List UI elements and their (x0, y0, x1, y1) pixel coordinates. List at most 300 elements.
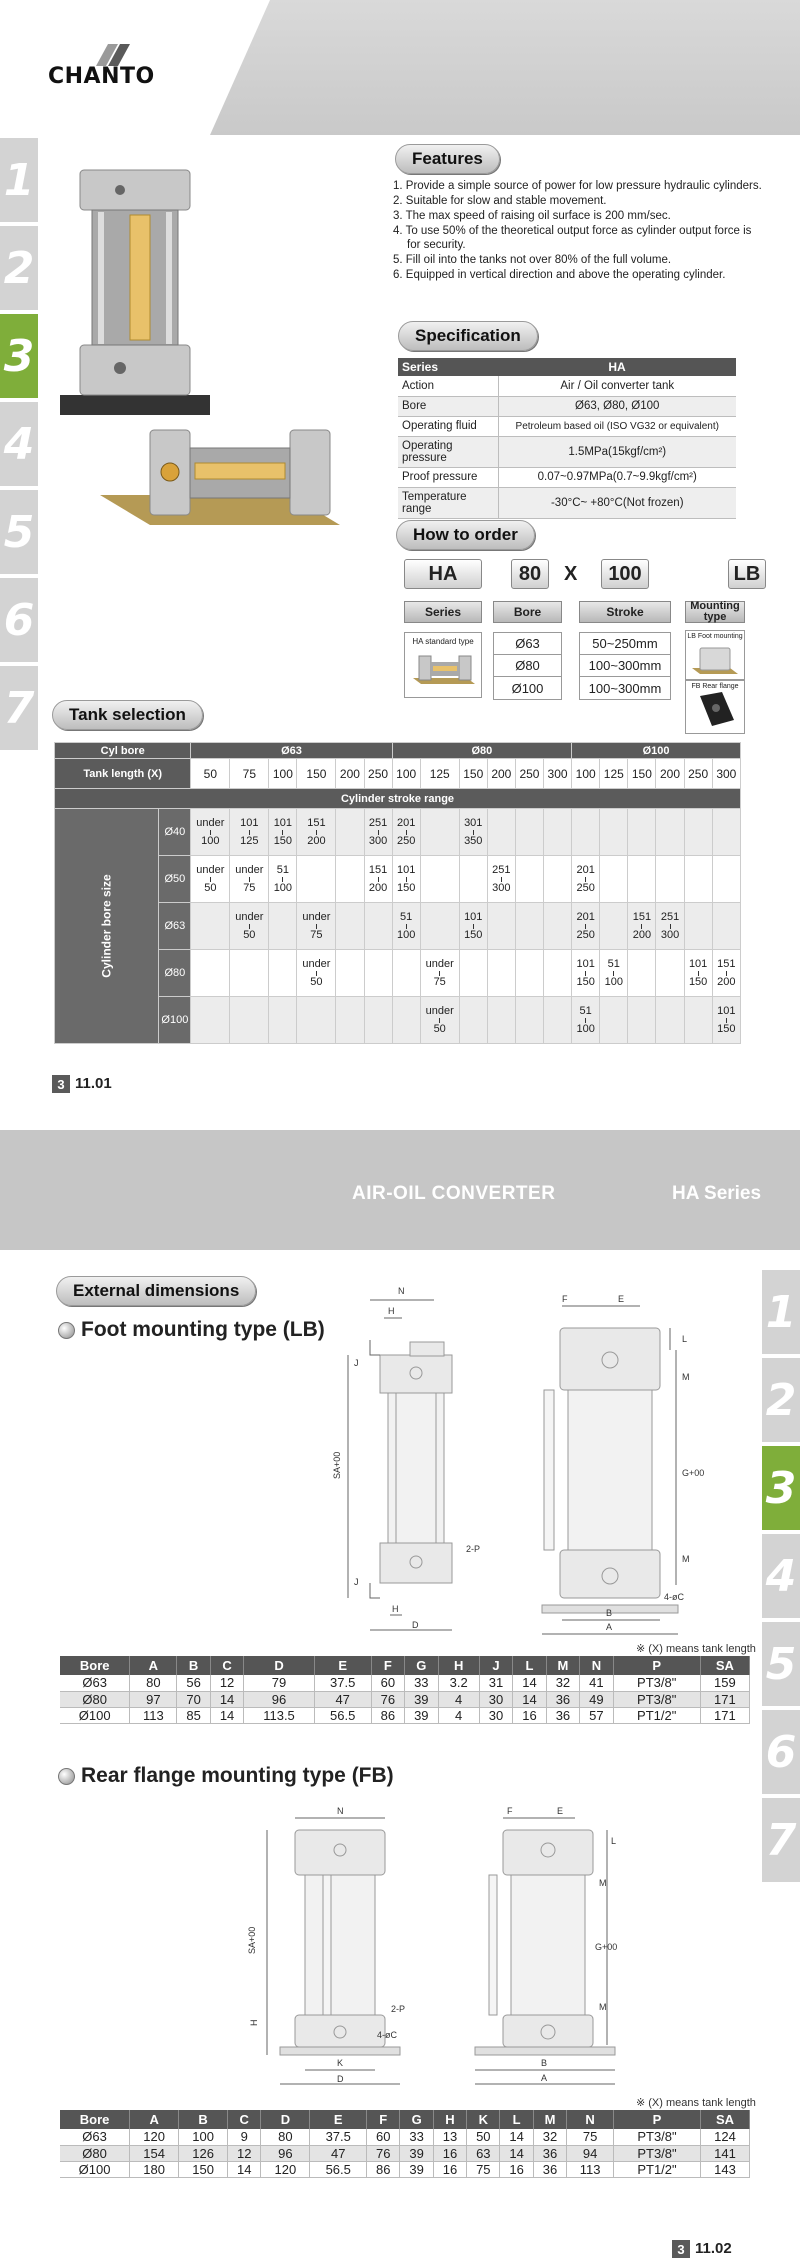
tank-length-header: 250 (515, 759, 543, 789)
dim-cell: 150 (179, 2161, 228, 2177)
dim-column-header: E (310, 2110, 367, 2129)
dim-cell: 141 (700, 2145, 749, 2161)
dim-column-header: E (314, 1656, 371, 1675)
dim-cell: 100 (179, 2129, 228, 2145)
tank-cell (628, 856, 656, 903)
dim-label-m2: M (682, 1554, 690, 1564)
dim-label-n: N (398, 1286, 405, 1296)
stroke-to: 125 (240, 834, 259, 847)
bullet-icon (58, 1768, 75, 1785)
stroke-from: 251 (492, 863, 511, 876)
dim-cell: 94 (567, 2145, 614, 2161)
dim-cell: PT1/2" (613, 1707, 700, 1723)
side-tab-right-7[interactable]: 7 (762, 1798, 800, 1882)
tank-cell (544, 856, 572, 903)
dim-label-p: 2-P (391, 2004, 406, 2014)
tank-cell (230, 809, 269, 856)
dim-cell: 14 (513, 1675, 546, 1691)
dim-cell: 4 (438, 1691, 479, 1707)
tank-cell (684, 856, 712, 903)
stroke-range (369, 864, 387, 895)
tank-cell (487, 950, 515, 997)
tank-cell (712, 997, 740, 1044)
dim-cell: 75 (567, 2129, 614, 2145)
stroke-range (196, 817, 224, 848)
stroke-to: 200 (307, 834, 326, 847)
page2-title: AIR-OIL CONVERTER (352, 1183, 556, 1204)
tank-row-label: Ø100 (159, 997, 191, 1044)
tank-cell (297, 997, 336, 1044)
tank-cell (364, 856, 392, 903)
stroke-from: 151 (717, 957, 736, 970)
spec-key: Operating pressure (398, 436, 498, 467)
stroke-range (577, 911, 595, 942)
tank-cell (420, 809, 459, 856)
stroke-to: 50 (204, 881, 217, 894)
tank-cell (191, 809, 230, 856)
side-tab-right-6[interactable]: 6 (762, 1710, 800, 1794)
dim-cell: 12 (210, 1675, 243, 1691)
dim-cell: 86 (367, 2161, 400, 2177)
dim-cell: Ø63 (60, 1675, 130, 1691)
tank-cell (420, 950, 459, 997)
dim-cell: Ø80 (60, 2145, 130, 2161)
side-tab-3[interactable]: 3 (0, 314, 38, 398)
order-mounting-lb (685, 630, 745, 680)
stroke-from: under (425, 1004, 454, 1017)
order-stroke-item: 100~300mm (588, 680, 662, 696)
stroke-to: 150 (273, 834, 293, 847)
dim-cell: 113 (567, 2161, 614, 2177)
dim-cell: 57 (580, 1707, 613, 1723)
stroke-from: 201 (396, 816, 416, 829)
page2-number-main: 11.02 (695, 2240, 732, 2257)
side-tab-5[interactable]: 5 (0, 490, 38, 574)
dim-column-header: N (580, 1656, 613, 1675)
tank-cell (628, 997, 656, 1044)
tank-cell (572, 809, 600, 856)
dim-label-c: 4-øC (664, 1592, 684, 1602)
order-stroke-list (579, 632, 671, 700)
tank-cell (515, 997, 543, 1044)
stroke-from: 251 (660, 910, 680, 923)
external-dimensions-title: External dimensions (56, 1276, 256, 1306)
stroke-range (397, 817, 415, 848)
side-tab-right-5[interactable]: 5 (762, 1622, 800, 1706)
dim-cell: Ø80 (60, 1691, 130, 1707)
dim-label-c: 4-øC (377, 2030, 397, 2040)
tank-length-header: 100 (392, 759, 420, 789)
tank-cell (515, 903, 543, 950)
tank-cell (336, 856, 364, 903)
dim-cell: 14 (513, 1691, 546, 1707)
stroke-from: under (235, 910, 264, 923)
tank-cell (515, 950, 543, 997)
side-tab-6[interactable]: 6 (0, 578, 38, 662)
dim-label-m: M (682, 1372, 690, 1382)
tank-cell (364, 809, 392, 856)
dim-label-p: 2-P (466, 1544, 481, 1554)
dim-cell: 14 (500, 2129, 533, 2145)
dim-cell: 36 (533, 2161, 566, 2177)
tank-cell (420, 997, 459, 1044)
dim-cell: 36 (546, 1691, 579, 1707)
tank-cell (684, 903, 712, 950)
spec-header-series: Series (398, 358, 498, 376)
side-tab-right-3[interactable]: 3 (762, 1446, 800, 1530)
tank-row (55, 809, 741, 856)
bullet-icon (58, 1322, 75, 1339)
rear-flange-drawing (245, 1800, 625, 2090)
dim-cell: 126 (179, 2145, 228, 2161)
rear-flange-table (60, 2110, 750, 2178)
tank-cell (712, 856, 740, 903)
foot-mounting-title: Foot mounting type (LB) (81, 1318, 325, 1341)
stroke-range (605, 958, 623, 989)
stroke-range (633, 911, 651, 942)
bore-size-label: Cylinder bore size (99, 874, 114, 978)
stroke-to: 250 (576, 928, 595, 941)
tank-length-label: Tank length (X) (55, 759, 191, 789)
foot-mounting-icon (686, 640, 744, 676)
order-label-bore: Bore (493, 601, 562, 623)
tank-cell (297, 903, 336, 950)
stroke-range (426, 958, 454, 989)
tank-length-header: 200 (487, 759, 515, 789)
dim-cell: 13 (433, 2129, 466, 2145)
dim-cell: 37.5 (314, 1675, 371, 1691)
dim-column-header: J (479, 1656, 512, 1675)
tank-row-label: Ø63 (159, 903, 191, 950)
dim-cell: 171 (700, 1691, 749, 1707)
stroke-range (240, 817, 258, 848)
dim-cell: 41 (580, 1675, 613, 1691)
group-header: Ø100 (572, 743, 741, 759)
stroke-to: 50 (310, 975, 323, 988)
side-tab-7[interactable]: 7 (0, 666, 38, 750)
feature-item: 2. Suitable for slow and stable movement. (393, 195, 607, 207)
tank-cell (392, 903, 420, 950)
dim-column-header: F (367, 2110, 400, 2129)
stroke-to: 200 (368, 881, 388, 894)
side-tab-right-1[interactable]: 1 (762, 1270, 800, 1354)
stroke-range (426, 1005, 454, 1036)
stroke-from: 151 (632, 910, 652, 923)
tank-cell (656, 809, 684, 856)
dim-cell: PT3/8" (614, 2129, 701, 2145)
tank-cell (572, 856, 600, 903)
dim-cell: 16 (433, 2145, 466, 2161)
dim-cell: 50 (467, 2129, 500, 2145)
dim-cell: 30 (479, 1691, 512, 1707)
dim-row (60, 2129, 750, 2145)
dim-cell: 37.5 (310, 2129, 367, 2145)
dim-row (60, 1707, 750, 1723)
tank-cell (600, 903, 628, 950)
side-tab-right-4[interactable]: 4 (762, 1534, 800, 1618)
dim-cell: 14 (228, 2161, 261, 2177)
stroke-from: under (302, 910, 331, 923)
stroke-range (196, 864, 224, 895)
stroke-range (302, 911, 330, 942)
group-header: Ø63 (191, 743, 392, 759)
tank-cell (628, 809, 656, 856)
dim-label-l: L (682, 1334, 688, 1344)
foot-mounting-table (60, 1656, 750, 1724)
stroke-from: 101 (464, 910, 483, 923)
dim-label-a: A (541, 2073, 548, 2083)
stroke-range (661, 911, 679, 942)
dim-cell: 96 (244, 1691, 314, 1707)
tank-cell (269, 856, 297, 903)
spec-key: Operating fluid (398, 416, 498, 436)
dim-cell: 76 (371, 1691, 404, 1707)
dim-column-header: N (567, 2110, 614, 2129)
stroke-from: under (196, 816, 225, 829)
spec-key: Bore (398, 396, 498, 416)
tank-selection-title: Tank selection (52, 700, 203, 730)
tank-length-header: 150 (297, 759, 336, 789)
dim-cell: 12 (228, 2145, 261, 2161)
stroke-from: 101 (717, 1004, 736, 1017)
stroke-range (307, 817, 325, 848)
spec-value: 1.5MPa(15kgf/cm²) (498, 436, 736, 467)
dim-column-header: Bore (60, 1656, 130, 1675)
feature-item: 5. Fill oil into the tanks not over 80% of the full volume. (393, 254, 672, 266)
tank-cell (656, 856, 684, 903)
stroke-range (235, 911, 263, 942)
stroke-range (577, 864, 595, 895)
dim-cell: 36 (546, 1707, 579, 1723)
side-tab-2[interactable]: 2 (0, 226, 38, 310)
tank-cell (515, 856, 543, 903)
spec-row (398, 487, 736, 518)
stroke-range (369, 817, 387, 848)
feature-item: 6. Equipped in vertical direction and above the operating cylinder. (393, 269, 726, 281)
side-tab-right-2[interactable]: 2 (762, 1358, 800, 1442)
tank-cell (336, 997, 364, 1044)
page2-series: HA Series (672, 1183, 762, 1204)
tank-length-header: 300 (544, 759, 572, 789)
tank-length-header: 125 (420, 759, 459, 789)
tank-length-header: 125 (600, 759, 628, 789)
stroke-range (492, 864, 510, 895)
dim-cell: 39 (400, 2145, 433, 2161)
dim-label-m2: M (599, 2002, 607, 2012)
dim-label-f: F (562, 1294, 568, 1304)
tank-cell (544, 903, 572, 950)
tank-cell (269, 950, 297, 997)
tank-cell (572, 950, 600, 997)
dim-column-header: G (405, 1656, 438, 1675)
dim-cell: 47 (310, 2145, 367, 2161)
dim-column-header: A (130, 1656, 177, 1675)
specification-title: Specification (398, 321, 538, 351)
tank-cell (628, 950, 656, 997)
tank-cell (544, 809, 572, 856)
tank-row-label: Ø50 (159, 856, 191, 903)
spec-header-value: HA (498, 358, 736, 376)
tank-cell (600, 856, 628, 903)
stroke-to: 200 (717, 975, 736, 988)
tank-cell (459, 997, 487, 1044)
side-tab-4[interactable]: 4 (0, 402, 38, 486)
dim-column-header: M (533, 2110, 566, 2129)
order-bore-item: Ø63 (494, 633, 561, 655)
tank-cell (487, 856, 515, 903)
stroke-range (689, 958, 707, 989)
stroke-to: 350 (464, 834, 483, 847)
dim-label-l: L (611, 1836, 617, 1846)
spec-key: Proof pressure (398, 467, 498, 487)
rear-flange-note: ※ (X) means tank length (636, 2097, 756, 2109)
tank-cell (712, 950, 740, 997)
stroke-to: 100 (273, 881, 293, 894)
dim-column-header: G (400, 2110, 433, 2129)
tank-selection-table (54, 742, 741, 1044)
tank-cell (459, 903, 487, 950)
dim-column-header: B (179, 2110, 228, 2129)
page-number (75, 1075, 112, 1092)
stroke-from: 101 (273, 816, 293, 829)
stroke-range (577, 1005, 595, 1036)
tank-cell (364, 997, 392, 1044)
features-list (393, 179, 763, 283)
spec-value: -30°C~ +80°C(Not frozen) (498, 487, 736, 518)
spec-row (398, 376, 736, 396)
order-bore-item: Ø80 (494, 655, 561, 677)
stroke-range (235, 864, 263, 895)
dim-cell: 16 (513, 1707, 546, 1723)
dim-cell: 180 (130, 2161, 179, 2177)
tank-cell (656, 997, 684, 1044)
stroke-from: 51 (400, 910, 413, 923)
stroke-to: 250 (576, 881, 595, 894)
dim-column-header: D (244, 1656, 314, 1675)
dim-row (60, 1691, 750, 1707)
stroke-to: 300 (368, 834, 388, 847)
dim-cell: 39 (400, 2161, 433, 2177)
dim-column-header: B (177, 1656, 210, 1675)
side-tab-1[interactable]: 1 (0, 138, 38, 222)
tank-cell (628, 903, 656, 950)
stroke-from: under (302, 957, 331, 970)
stroke-from: 101 (240, 816, 259, 829)
dim-cell: 39 (405, 1707, 438, 1723)
dim-column-header: Bore (60, 2110, 130, 2129)
tank-cell (487, 997, 515, 1044)
dim-label-g: G+00 (595, 1942, 618, 1952)
dim-cell: 4 (438, 1707, 479, 1723)
tank-cell (191, 856, 230, 903)
dim-row (60, 1675, 750, 1691)
feature-item: 1. Provide a simple source of power for low pressure hydraulic cylinders. (393, 180, 762, 192)
dim-label-sa: SA+00 (247, 1926, 257, 1954)
stroke-from: 101 (688, 957, 708, 970)
tank-cell (191, 997, 230, 1044)
dim-column-header: D (261, 2110, 310, 2129)
dim-cell: 56 (177, 1675, 210, 1691)
dim-cell: 31 (479, 1675, 512, 1691)
dim-cell: 33 (400, 2129, 433, 2145)
dim-column-header: L (500, 2110, 533, 2129)
dim-cell: 80 (261, 2129, 310, 2145)
dim-label-b: B (606, 1608, 613, 1618)
foot-mounting-drawing (330, 1280, 705, 1640)
dim-column-header: H (438, 1656, 479, 1675)
features-title: Features (395, 144, 500, 174)
order-bore-item: Ø100 (511, 680, 544, 696)
dim-label-k: K (337, 2058, 344, 2068)
stroke-to: 200 (632, 928, 652, 941)
rear-flange-icon (686, 690, 744, 730)
cyl-bore-label: Cyl bore (55, 743, 191, 759)
stroke-to: 150 (464, 928, 483, 941)
dim-label-g: G+00 (682, 1468, 705, 1478)
stroke-to: 50 (433, 1022, 446, 1035)
brand-name: CHANTO (48, 64, 155, 89)
stroke-from: 301 (464, 816, 483, 829)
dim-cell: 154 (130, 2145, 179, 2161)
stroke-to: 250 (396, 834, 416, 847)
feature-item: 4. To use 50% of the theoretical output force as cylinder output force is for security. (393, 225, 752, 251)
tank-cell (297, 856, 336, 903)
tank-cell (684, 809, 712, 856)
dim-cell: 171 (700, 1707, 749, 1723)
page2-chapter-badge: 3 (672, 2240, 690, 2258)
dim-label-e: E (618, 1294, 625, 1304)
ha-standard-type-icon (405, 646, 481, 686)
stroke-from: 51 (579, 1004, 592, 1017)
stroke-range (464, 817, 482, 848)
dim-label-h: H (388, 1306, 395, 1316)
tank-length-header: 100 (572, 759, 600, 789)
order-code-series: HA (404, 559, 482, 589)
dim-column-header: C (210, 1656, 243, 1675)
tank-cell (572, 997, 600, 1044)
tank-cell (392, 856, 420, 903)
tank-length-header: 150 (628, 759, 656, 789)
dim-cell: 113 (130, 1707, 177, 1723)
order-code-bore: 80 (511, 559, 549, 589)
stroke-to: 300 (492, 881, 511, 894)
tank-cell (269, 997, 297, 1044)
spec-value: Air / Oil converter tank (498, 376, 736, 396)
dim-cell: 63 (467, 2145, 500, 2161)
spec-key: Action (398, 376, 498, 396)
dim-column-header: F (371, 1656, 404, 1675)
dim-cell: 86 (371, 1707, 404, 1723)
tank-cell (230, 997, 269, 1044)
tank-cell (712, 809, 740, 856)
order-series-box (404, 632, 482, 698)
tank-cell (656, 950, 684, 997)
specification-table (398, 358, 736, 519)
stroke-to: 75 (243, 881, 256, 894)
dim-row (60, 2145, 750, 2161)
spec-key: Temperature range (398, 487, 498, 518)
stroke-from: under (196, 863, 225, 876)
rear-flange-heading (58, 1764, 394, 1788)
dim-label-h: H (249, 2019, 259, 2026)
dim-cell: 36 (533, 2145, 566, 2161)
dim-column-header: H (433, 2110, 466, 2129)
tank-cell (420, 903, 459, 950)
dim-cell: 80 (130, 1675, 177, 1691)
dim-cell: PT1/2" (614, 2161, 701, 2177)
stroke-to: 150 (396, 881, 416, 894)
order-stroke-item: 100~300mm (580, 655, 670, 677)
